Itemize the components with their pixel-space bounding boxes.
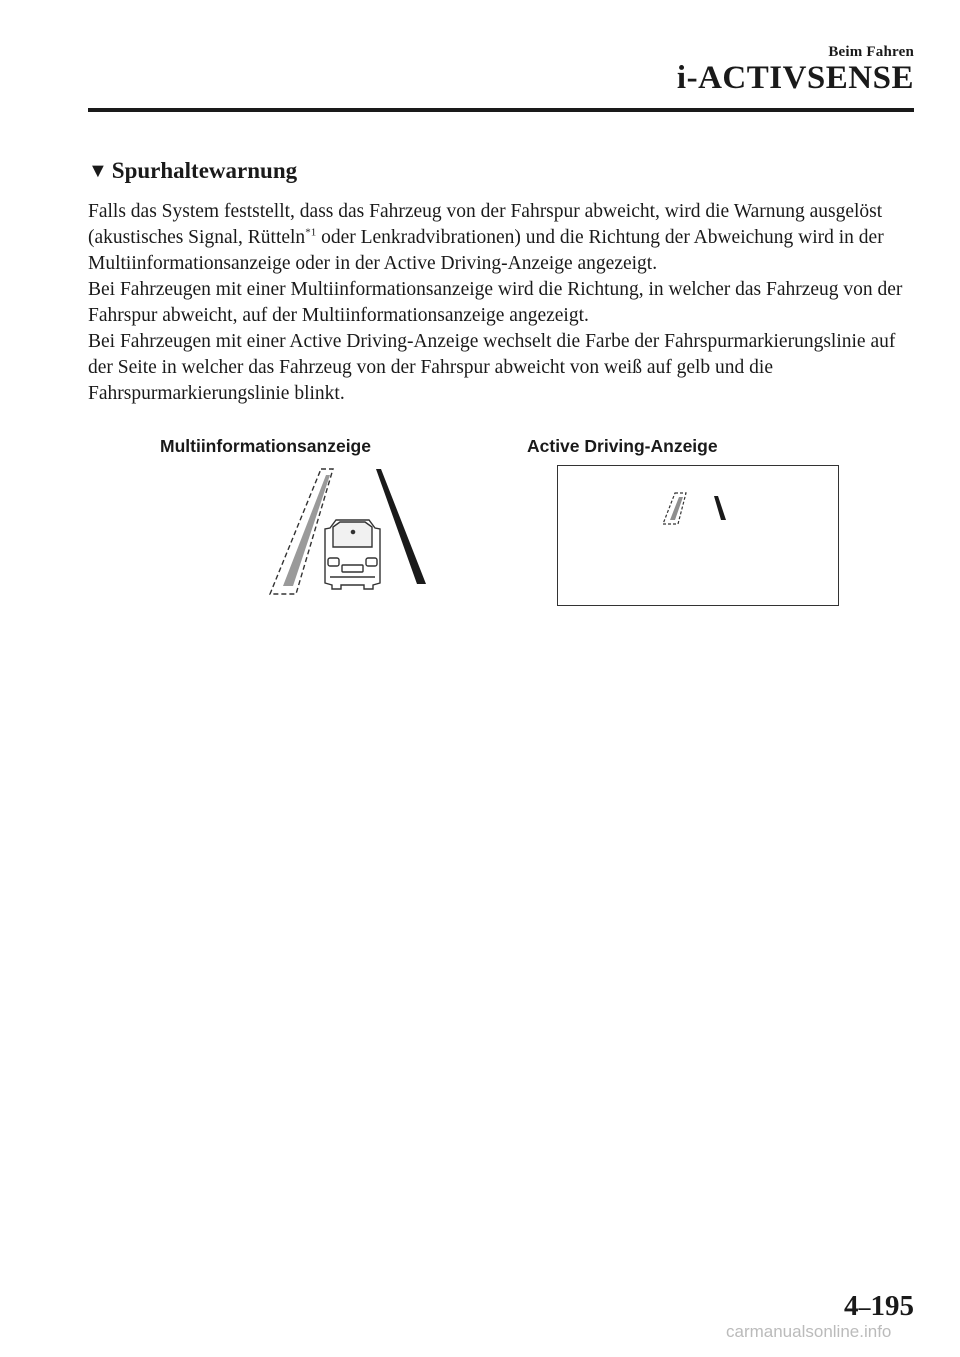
body-text	[88, 199, 918, 407]
header-rule	[88, 108, 914, 112]
footnote-marker: *1	[305, 226, 317, 239]
left-lane-marker-fill	[283, 475, 330, 586]
paragraph-3: Bei Fahrzeugen mit einer Active Driving-Anzeige wechselt die Farbe der Fahrspurmarkierungslinie auf der Seite in welcher das Fahrzeug von der Fahrspur abweicht von weiß auf gelb und die Fahrspurmarkierungslinie blinkt.	[88, 331, 896, 404]
section-heading	[88, 158, 297, 184]
chapter-heading: Beim Fahren	[828, 44, 914, 60]
page-title: i-ACTIVSENSE	[676, 60, 914, 96]
multiinfo-lane-illustration	[260, 465, 440, 600]
triangle-down-icon: ▼	[88, 160, 108, 182]
active-driving-display-frame	[557, 465, 839, 606]
chapter-number: 4	[844, 1290, 859, 1322]
right-lane-marker	[376, 469, 426, 584]
paragraph-1-part-b: oder Lenkradvibrationen) und die Richtung der Abweichung wird in der Multiinformationsanzeige oder in der Active Driving-Anzeige angezeigt.	[88, 227, 884, 274]
figure-label-multiinfo: Multiinformationsanzeige	[160, 436, 371, 456]
section-title: Spurhaltewarnung	[111, 158, 298, 183]
page-number-value: 195	[870, 1290, 914, 1322]
watermark: carmanualsonline.info	[726, 1322, 892, 1341]
paragraph-1-part-a: Falls das System feststellt, dass das Fahrzeug von der Fahrspur abweicht, wird die Warnung ausgelöst (akustisches Signal, Rütteln	[88, 201, 883, 248]
active-driving-lane-illustration	[558, 466, 838, 605]
figure-label-active-driving: Active Driving-Anzeige	[527, 436, 718, 456]
car-icon	[325, 520, 380, 589]
page-separator: –	[858, 1295, 871, 1321]
right-lane-marker	[714, 496, 726, 520]
paragraph-1	[88, 199, 918, 277]
page-number	[844, 1290, 914, 1323]
paragraph-2: Bei Fahrzeugen mit einer Multiinformationsanzeige wird die Richtung, in welcher das Fahrzeug von der Fahrspur abweicht, auf der Multiinformationsanzeige angezeigt.	[88, 279, 903, 326]
